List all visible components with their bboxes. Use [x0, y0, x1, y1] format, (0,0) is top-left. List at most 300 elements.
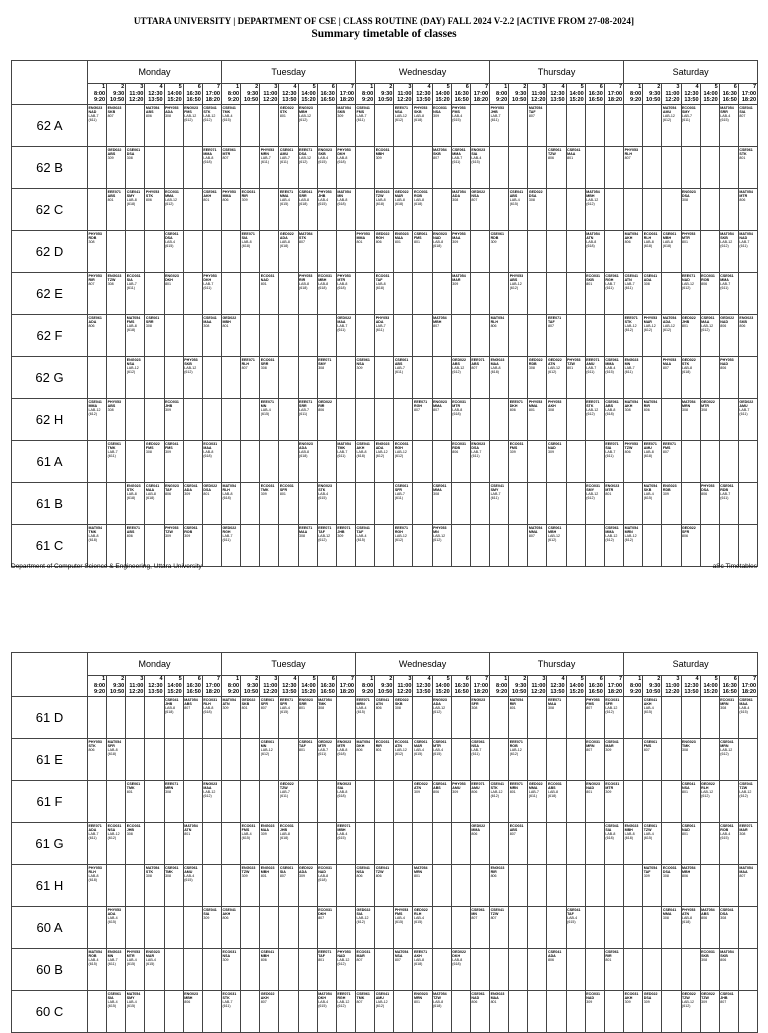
course-code: MAT054 [509, 697, 524, 702]
class-slot [107, 105, 126, 147]
room-code: 806 [701, 491, 708, 496]
course-code: CSE061 [126, 781, 141, 786]
period-time: 17:00 18:20 [607, 90, 623, 104]
period-time: 16:30 16:50 [320, 90, 335, 104]
class-slot [107, 823, 126, 865]
period-number: 6 [197, 84, 201, 91]
room-code: LAB-7 (611) [739, 407, 750, 417]
period-header [145, 84, 164, 105]
class-slot [164, 147, 183, 189]
class-slot [700, 781, 719, 823]
class-slot [317, 991, 336, 1033]
course-code: GED022 [528, 189, 543, 194]
period-time: 8:00 9:20 [93, 682, 106, 696]
room-code: 806 [624, 239, 631, 244]
room-code: 308 [88, 239, 95, 244]
teacher-code: ATN [375, 701, 383, 706]
course-code: CSE041 [643, 697, 658, 702]
teacher-code: TAF [356, 529, 364, 534]
class-slot [107, 315, 126, 357]
period-time: 11:00 12:20 [397, 682, 412, 696]
teacher-code: SIA [739, 109, 746, 114]
teacher-code: RIR [509, 701, 516, 706]
class-slot [317, 399, 336, 441]
class-slot [643, 357, 662, 399]
period-number: 5 [714, 84, 718, 91]
course-code: ECO031 [241, 823, 256, 828]
course-code: CSE061 [165, 865, 179, 870]
period-time: 12:30 13:50 [684, 682, 699, 696]
class-slot [509, 907, 528, 949]
period-number: 7 [484, 676, 489, 683]
course-code: ECO031 [394, 739, 409, 744]
teacher-code: RGH [605, 277, 614, 282]
class-slot [279, 273, 298, 315]
teacher-code: AKH [624, 235, 633, 240]
period-number: 5 [714, 676, 718, 683]
teacher-code: ABS [107, 151, 116, 156]
class-slot [470, 147, 489, 189]
course-code: CSE061 [605, 949, 619, 954]
class-slot [738, 273, 757, 315]
teacher-code: RLH [88, 869, 96, 874]
course-code: ECO031 [586, 991, 601, 996]
course-code: ECO031 [356, 949, 371, 954]
teacher-code: MTR [701, 403, 709, 408]
class-slot [260, 697, 279, 739]
period-number: 4 [293, 676, 297, 683]
room-code: 807 [662, 449, 669, 454]
class-slot [107, 781, 126, 823]
class-slot [451, 147, 470, 189]
class-slot [375, 189, 394, 231]
class-slot [509, 441, 528, 483]
course-code: ECO031 [720, 697, 735, 702]
teacher-code: RIR [643, 403, 650, 408]
period-number: 3 [542, 676, 546, 683]
period-number: 2 [523, 84, 527, 91]
room-code: LAB-8 (618) [126, 197, 137, 207]
period-header [241, 84, 260, 105]
class-slot [566, 781, 585, 823]
teacher-code: MMA [433, 403, 442, 408]
teacher-code: ABS [184, 701, 192, 706]
room-code: LAB-4 (615) [184, 873, 195, 883]
room-code: LAB-7 (611) [528, 789, 539, 799]
teacher-code: MAR [394, 193, 404, 198]
class-slot [164, 739, 183, 781]
class-slot [317, 273, 336, 315]
course-code: PHY053 [528, 399, 543, 404]
teacher-code: ATN [624, 277, 632, 282]
class-slot [604, 525, 623, 567]
period-number: 3 [140, 676, 144, 683]
course-code: ECO031 [394, 441, 409, 446]
class-slot [279, 189, 298, 231]
class-slot [107, 273, 126, 315]
room-code: 807 [739, 873, 746, 878]
class-slot [375, 781, 394, 823]
class-slot [738, 147, 757, 189]
room-code: 801 [586, 789, 593, 794]
course-code: MAT054 [394, 949, 409, 954]
room-code: LAB-12 (612) [184, 365, 197, 375]
teacher-code: NAD [682, 277, 690, 282]
class-slot [643, 949, 662, 991]
class-slot [432, 315, 451, 357]
period-number: 6 [465, 676, 469, 683]
room-code: 807 [720, 999, 727, 1004]
class-slot [470, 907, 489, 949]
footer-department: Department of Computer Science & Engineering, Uttara University [11, 563, 202, 570]
room-code: 308 [126, 831, 133, 836]
period-header [451, 676, 470, 697]
room-code: 308 [701, 407, 708, 412]
teacher-code: MMA [222, 193, 232, 198]
room-code: LAB-8 (618) [452, 957, 463, 967]
teacher-code: MRN [356, 701, 365, 706]
teacher-code: RDB [720, 487, 729, 492]
course-code: ENG023 [184, 991, 198, 996]
room-code: LAB-7 (611) [394, 365, 405, 375]
period-header [260, 84, 279, 105]
room-code: LAB-7 (611) [605, 449, 616, 459]
course-code: GED022 [394, 189, 409, 194]
course-code: PHY053 [547, 399, 562, 404]
room-code: LAB-12 (612) [701, 789, 714, 799]
class-slot [202, 991, 221, 1033]
teacher-code: DSA [643, 995, 652, 1000]
class-slot [394, 483, 413, 525]
course-code: GED022 [222, 315, 237, 320]
course-code: ENG023 [165, 483, 179, 488]
period-number: 7 [216, 84, 220, 91]
course-code: ECO031 [586, 273, 601, 278]
course-code: PHY053 [88, 739, 102, 744]
period-header [738, 676, 757, 697]
teacher-code: AKH [643, 701, 652, 706]
class-slot [547, 231, 566, 273]
class-slot [624, 991, 643, 1033]
class-slot [375, 949, 394, 991]
period-header [202, 84, 221, 105]
class-slot [490, 525, 509, 567]
class-slot [490, 105, 509, 147]
class-slot [394, 273, 413, 315]
room-code: LAB-12 (612) [586, 197, 599, 207]
class-slot [624, 525, 643, 567]
class-slot [413, 231, 432, 273]
course-code: MAT054 [433, 991, 447, 996]
teacher-code: JHB [165, 701, 173, 706]
course-code: GED022 [222, 525, 237, 530]
period-time: 14:00 15:20 [167, 682, 182, 696]
class-slot [643, 483, 662, 525]
teacher-code: TZW [490, 911, 499, 916]
period-header [413, 84, 432, 105]
teacher-code: TZW [433, 995, 441, 1000]
class-slot [356, 525, 375, 567]
class-slot [298, 697, 317, 739]
course-code: PHY053 [394, 907, 409, 912]
class-slot [202, 105, 221, 147]
room-code: 801 [413, 873, 420, 878]
room-code: 807 [356, 957, 363, 962]
class-slot [221, 697, 240, 739]
room-code: LAB-7 (611) [471, 747, 482, 757]
course-code: ECO031 [452, 399, 467, 404]
class-slot [700, 399, 719, 441]
course-code: PHY053 [452, 781, 466, 786]
teacher-code: DKH [318, 911, 326, 916]
period-time: 14:00 15:20 [301, 90, 316, 104]
teacher-code: MMA [279, 193, 289, 198]
room-code: 308 [720, 915, 727, 920]
class-slot [738, 315, 757, 357]
teacher-code: ATN [413, 785, 422, 790]
table-row [12, 781, 758, 823]
teacher-code: RIR [318, 403, 325, 408]
course-code: MAT054 [643, 483, 658, 488]
course-code: CSE061 [356, 357, 370, 362]
class-slot [202, 273, 221, 315]
room-code: 807 [241, 365, 248, 370]
course-code: ENG023 [624, 823, 639, 828]
room-code: 308 [662, 915, 669, 920]
class-slot [700, 231, 719, 273]
class-slot [547, 441, 566, 483]
class-slot [490, 357, 509, 399]
room-code: LAB-8 (618) [682, 365, 692, 375]
course-code: EEE071 [88, 823, 102, 828]
teacher-code: SIA [126, 277, 133, 282]
period-number: 6 [197, 676, 201, 683]
teacher-code: ABS [471, 361, 479, 366]
class-slot [432, 147, 451, 189]
teacher-code: MRN [165, 785, 174, 790]
class-slot [298, 525, 317, 567]
course-code: GED022 [241, 697, 256, 702]
teacher-code: ADA [88, 319, 97, 324]
class-slot [470, 357, 489, 399]
room-code: 807 [184, 705, 191, 710]
class-slot [432, 483, 451, 525]
class-slot [394, 949, 413, 991]
section-label: 62 E [12, 273, 88, 315]
room-code: 308 [528, 365, 535, 370]
class-slot [432, 865, 451, 907]
room-code: 806 [222, 197, 229, 202]
class-slot [738, 231, 757, 273]
teacher-code: MRN [413, 869, 423, 874]
class-slot [681, 823, 700, 865]
class-slot [490, 739, 509, 781]
course-code: CSE061 [299, 739, 313, 744]
course-code: PHY053 [356, 231, 370, 236]
period-number: 6 [331, 676, 335, 683]
period-time: 16:30 16:50 [186, 90, 201, 104]
class-slot [298, 147, 317, 189]
class-slot [509, 949, 528, 991]
room-code: LAB-12 (612) [203, 789, 216, 799]
class-slot [547, 189, 566, 231]
course-code: ENG023 [337, 781, 352, 786]
teacher-code: STK [299, 235, 307, 240]
class-slot [451, 441, 470, 483]
room-code: 308 [394, 705, 401, 710]
timetable-page-2 [11, 652, 757, 1033]
table-row [12, 105, 758, 147]
class-slot [145, 907, 164, 949]
teacher-code: ROB [88, 953, 97, 958]
teacher-code: TMK [88, 529, 97, 534]
course-code: PHY053 [452, 105, 466, 110]
teacher-code: FMS [165, 445, 173, 450]
section-label: 61 E [12, 739, 88, 781]
class-slot [509, 781, 528, 823]
teacher-code: NSA [394, 109, 403, 114]
course-code: GED022 [471, 189, 486, 194]
room-code: LAB-12 (612) [184, 113, 197, 123]
teacher-code: STK [126, 487, 134, 492]
class-slot [298, 273, 317, 315]
teacher-code: MTR [337, 277, 346, 282]
room-code: 801 [107, 197, 114, 202]
teacher-code: AKH [356, 445, 365, 450]
class-slot [356, 781, 375, 823]
period-number: 1 [504, 84, 508, 91]
teacher-code: RIR [88, 277, 95, 282]
period-number: 5 [446, 676, 450, 683]
room-code: 806 [547, 957, 554, 962]
teacher-code: NAD [88, 109, 97, 114]
period-header [643, 676, 662, 697]
period-header [700, 676, 719, 697]
class-slot [585, 273, 604, 315]
teacher-code: ABS [145, 109, 154, 114]
teacher-code: ATN [586, 235, 594, 240]
class-slot [221, 147, 240, 189]
class-slot [356, 231, 375, 273]
course-code: ECO031 [126, 273, 141, 278]
course-code: MAT054 [682, 399, 696, 404]
class-slot [470, 739, 489, 781]
room-code: LAB-12 (612) [605, 533, 618, 543]
class-slot [183, 949, 202, 991]
class-slot [604, 273, 623, 315]
room-code: LAB-4 (615) [356, 533, 367, 543]
class-slot [662, 441, 681, 483]
class-slot [183, 357, 202, 399]
room-code: 309 [605, 747, 612, 752]
room-code: LAB-4 (615) [433, 747, 444, 757]
class-slot [88, 949, 107, 991]
timetable-grid [11, 652, 758, 1033]
period-header [356, 84, 375, 105]
course-code: MAT054 [452, 189, 466, 194]
room-code: 309 [260, 831, 267, 836]
course-code: EEE071 [107, 189, 121, 194]
class-slot [585, 907, 604, 949]
room-code: LAB-4 (615) [145, 957, 156, 967]
course-code: CSE041 [203, 315, 217, 320]
teacher-code: ATN [222, 701, 230, 706]
teacher-code: MTR [337, 743, 346, 748]
teacher-code: SFR [260, 701, 268, 706]
room-code: 807 [490, 915, 497, 920]
course-code: CSE061 [547, 525, 562, 530]
class-slot [164, 315, 183, 357]
room-code: LAB-12 (612) [394, 449, 407, 459]
teacher-code: TZW [567, 361, 575, 366]
class-slot [451, 525, 470, 567]
room-code: LAB-7 (611) [624, 365, 635, 375]
course-code: ECO031 [318, 907, 332, 912]
class-slot [336, 273, 355, 315]
period-time: 17:00 18:20 [607, 682, 623, 696]
class-slot [528, 949, 547, 991]
class-slot [470, 189, 489, 231]
course-code: GED022 [452, 357, 467, 362]
teacher-code: ABS [547, 785, 556, 790]
teacher-code: MAA [490, 361, 499, 366]
teacher-code: DSA [165, 235, 173, 240]
room-code: 801 [203, 491, 210, 496]
teacher-code: MBH [260, 953, 269, 958]
course-code: GED022 [701, 991, 715, 996]
teacher-code: MMA [662, 911, 672, 916]
room-code: LAB-4 (615) [452, 113, 463, 123]
section-label: 62 A [12, 105, 88, 147]
period-header [88, 676, 107, 697]
period-time: 14:00 15:20 [569, 90, 584, 104]
class-slot [202, 739, 221, 781]
teacher-code: MTR [222, 151, 231, 156]
teacher-code: NSA [471, 743, 479, 748]
class-slot [738, 781, 757, 823]
class-slot [164, 949, 183, 991]
period-time: 16:30 16:50 [588, 682, 603, 696]
room-code: 309 [643, 873, 650, 878]
class-slot [700, 823, 719, 865]
teacher-code: NAD [720, 361, 729, 366]
course-code: ECO031 [701, 273, 715, 278]
teacher-code: ADA [107, 911, 116, 916]
class-slot [164, 231, 183, 273]
course-code: GED022 [375, 231, 390, 236]
period-header [394, 84, 413, 105]
course-code: CSE061 [452, 147, 466, 152]
period-header [317, 84, 336, 105]
table-row [12, 147, 758, 189]
teacher-code: TMK [222, 109, 231, 114]
course-code: EEE071 [413, 949, 428, 954]
class-slot [413, 991, 432, 1033]
teacher-code: MBH [624, 827, 633, 832]
course-code: PHY053 [701, 483, 715, 488]
course-code: ECO031 [624, 991, 639, 996]
room-code: 806 [145, 197, 152, 202]
class-slot [528, 907, 547, 949]
class-slot [202, 315, 221, 357]
room-code: LAB-8 (618) [413, 957, 424, 967]
teacher-code: NAD [720, 319, 729, 324]
class-slot [662, 147, 681, 189]
room-code: 308 [165, 113, 172, 118]
class-slot [719, 991, 738, 1033]
room-code: LAB-4 (615) [567, 915, 578, 925]
course-code: ENG023 [433, 697, 447, 702]
